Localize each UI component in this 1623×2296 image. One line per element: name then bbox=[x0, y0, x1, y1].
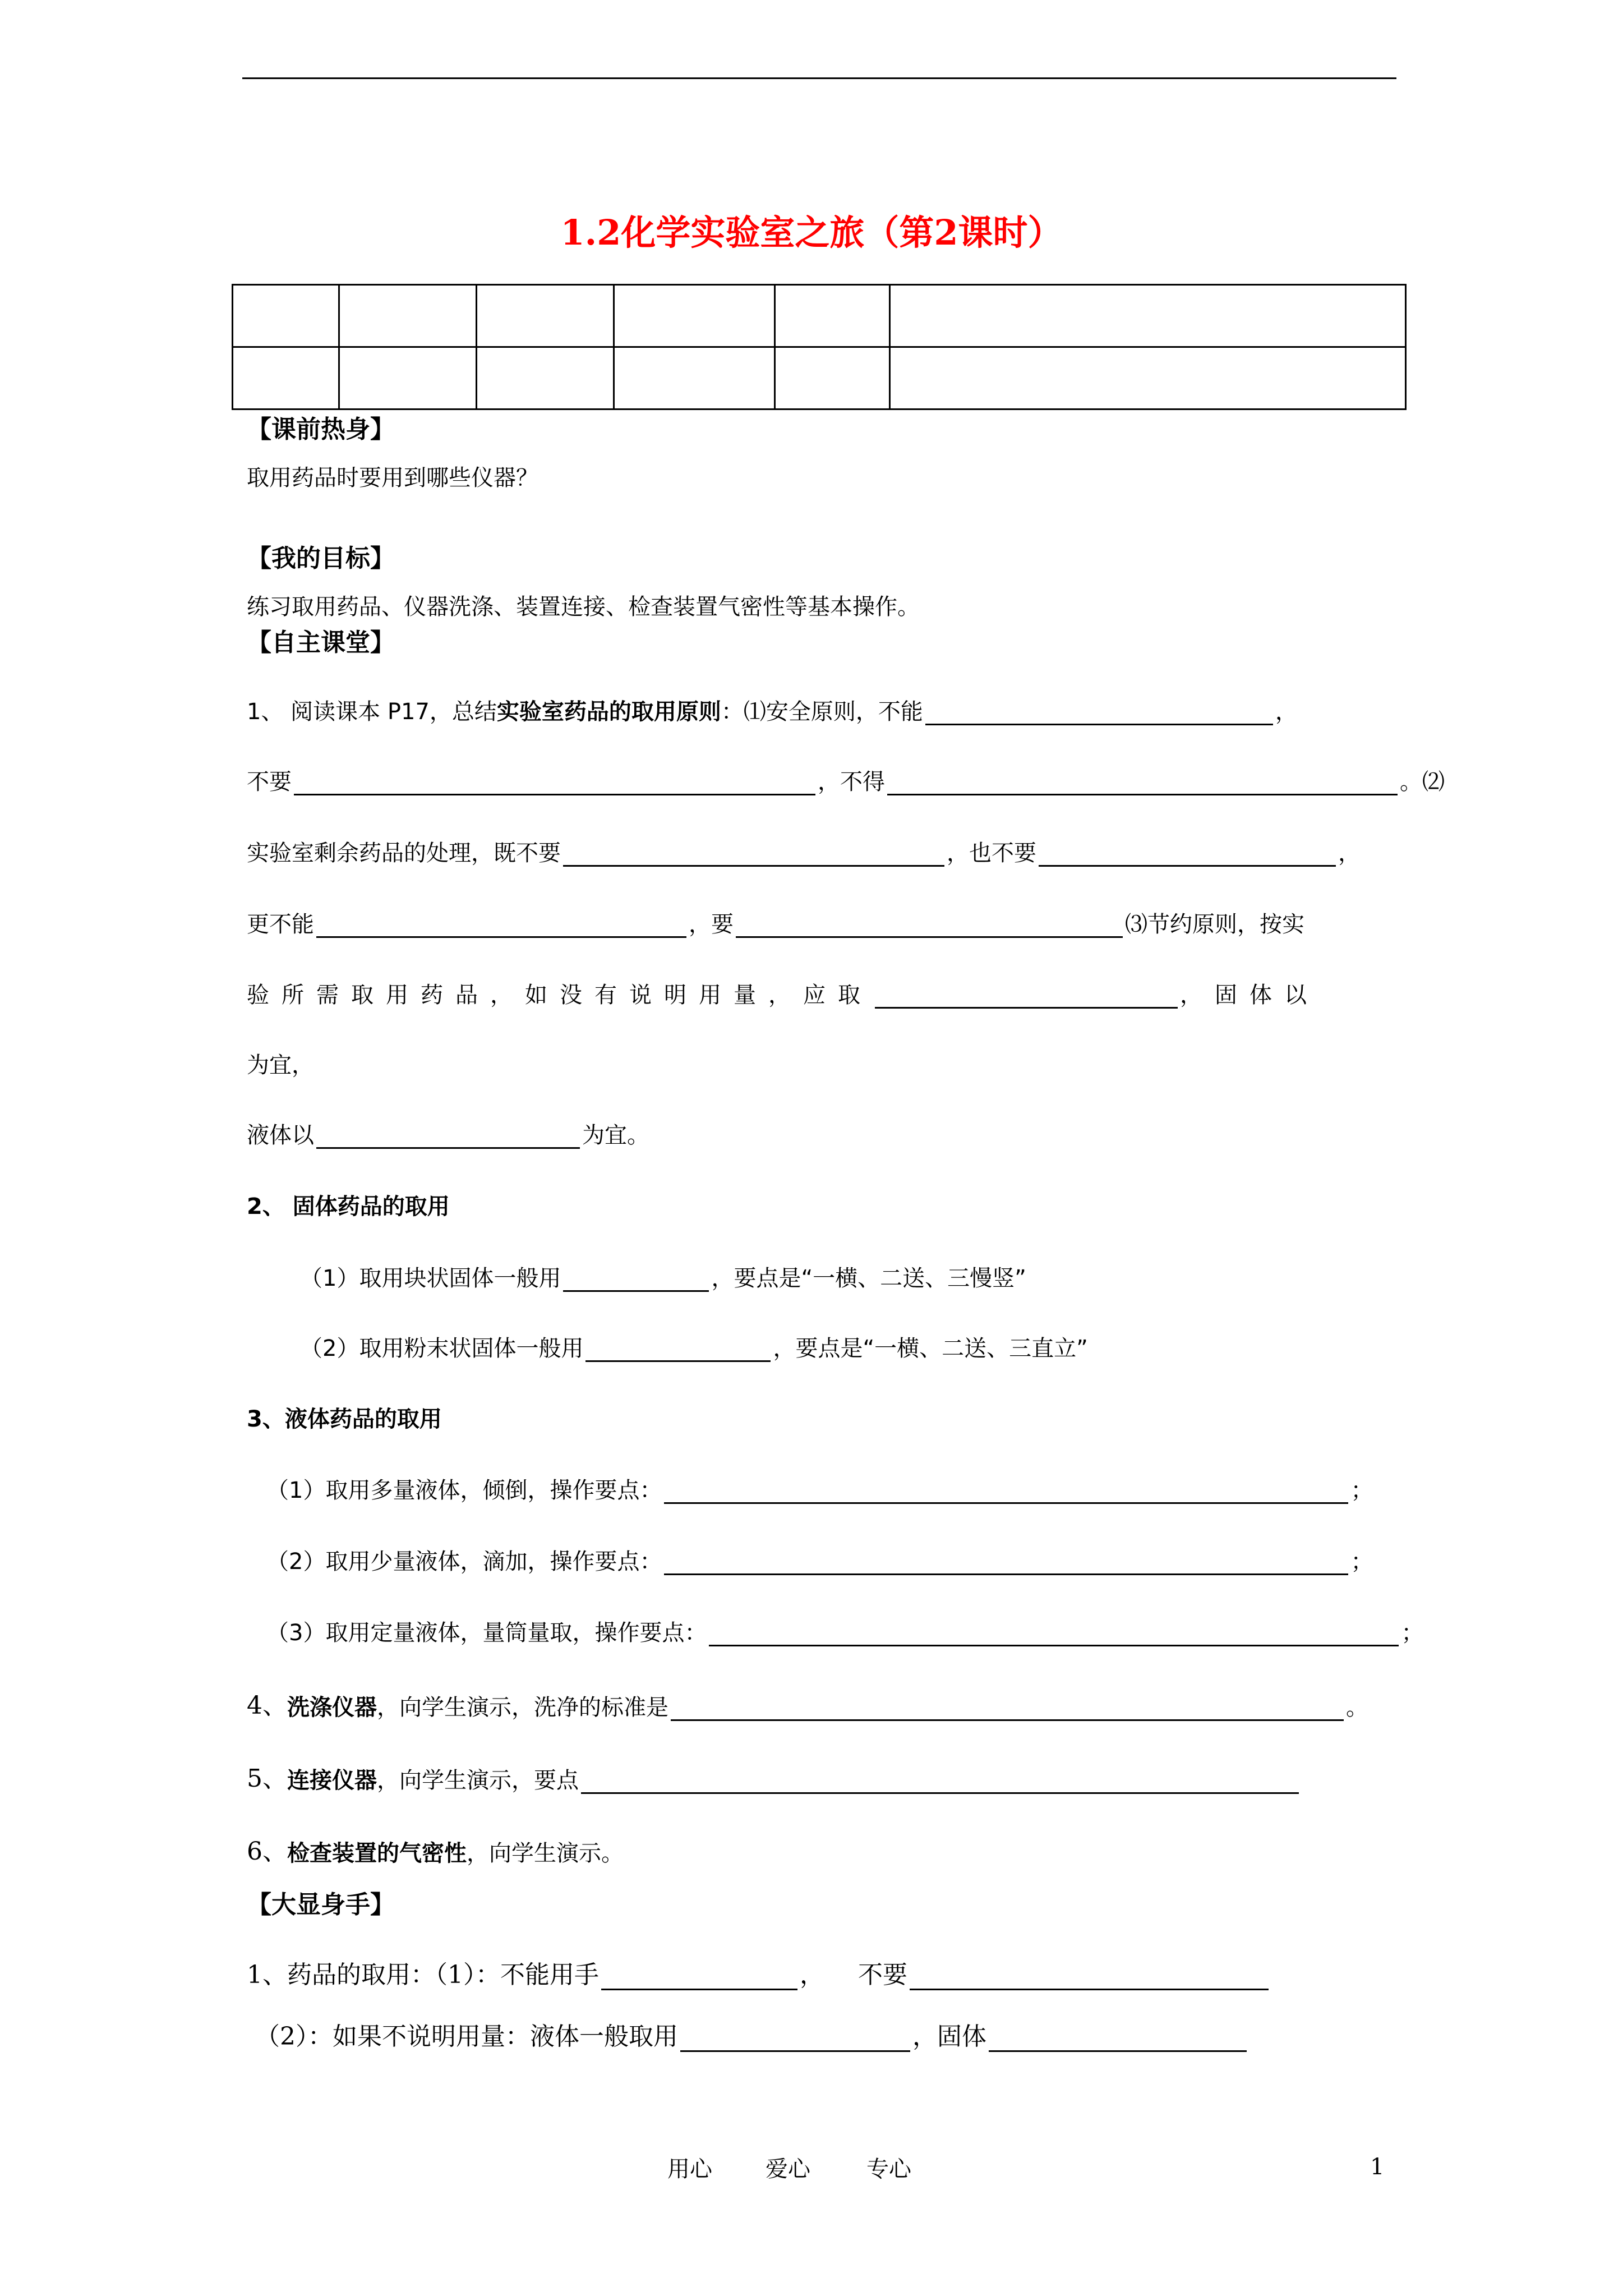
table-cell[interactable] bbox=[614, 285, 775, 347]
q1-line4-c: ⑶节约原则，按实 bbox=[1125, 912, 1304, 937]
q4-text: ，向学生演示，洗净的标准是 bbox=[377, 1694, 668, 1720]
table-cell[interactable] bbox=[233, 347, 339, 409]
q1-line-5 bbox=[247, 982, 1319, 1009]
q1-line7-a: 液体以 bbox=[247, 1122, 314, 1148]
table-cell[interactable] bbox=[339, 347, 477, 409]
q1-colon: ：⑴安全原则，不能 bbox=[721, 699, 923, 725]
q3-heading bbox=[247, 1406, 442, 1433]
q1-line6: 为宜， bbox=[247, 1052, 314, 1078]
goals-text bbox=[247, 593, 920, 620]
page-title: 1.2化学实验室之旅（第2课时） bbox=[560, 212, 1063, 253]
table-cell[interactable] bbox=[477, 285, 614, 347]
fill-blank[interactable] bbox=[294, 771, 815, 795]
goals-text-content: 练习取用药品、仪器洗涤、装置连接、检查装置气密性等基本操作。 bbox=[247, 594, 920, 620]
q5-num: 5、 bbox=[247, 1764, 287, 1793]
q1-line-7 bbox=[247, 1122, 649, 1149]
fill-blank[interactable] bbox=[585, 1338, 771, 1362]
table-cell[interactable] bbox=[339, 285, 477, 347]
q3-item1-text: （1）取用多量液体，倾倒，操作要点： bbox=[266, 1478, 662, 1503]
practice-line-2 bbox=[255, 2022, 1249, 2052]
q1-line3-c: ， bbox=[1338, 840, 1361, 866]
fill-blank[interactable] bbox=[563, 1268, 709, 1292]
table-cell[interactable] bbox=[890, 285, 1406, 347]
q1-line2-c: 。⑵ bbox=[1400, 769, 1445, 795]
q2-item1-b: ，要点是“一横、二送、三慢竖” bbox=[711, 1266, 1026, 1291]
q5-text: ，向学生演示，要点 bbox=[377, 1767, 579, 1793]
table-cell[interactable] bbox=[775, 347, 890, 409]
q2-heading-text: 2、 固体药品的取用 bbox=[247, 1194, 450, 1220]
fill-blank[interactable] bbox=[1039, 843, 1336, 867]
q4-line bbox=[247, 1691, 1368, 1721]
table-cell[interactable] bbox=[614, 347, 775, 409]
practice-line2-b: ，固体 bbox=[912, 2022, 986, 2051]
warmup-heading: 【课前热身】 bbox=[247, 415, 395, 444]
q6-bold: 检查装置的气密性 bbox=[287, 1840, 467, 1866]
q2-item2-a: （2）取用粉末状固体一般用 bbox=[300, 1336, 584, 1361]
warmup-question bbox=[247, 464, 538, 491]
q6-text: ，向学生演示。 bbox=[467, 1840, 624, 1866]
info-table bbox=[232, 284, 1407, 410]
table-cell[interactable] bbox=[233, 285, 339, 347]
q1-comma: ， bbox=[1275, 699, 1298, 725]
q1-bold: 实验室药品的取用原则 bbox=[496, 699, 721, 725]
q1-line2-b: ，不得 bbox=[818, 769, 885, 795]
q1-line-6 bbox=[247, 1052, 314, 1079]
page-number: 1 bbox=[1370, 2154, 1385, 2180]
fill-blank[interactable] bbox=[581, 1770, 1299, 1794]
q2-item2-b: ，要点是“一横、二送、三直立” bbox=[773, 1336, 1088, 1361]
footer-motto-3: 专心 bbox=[866, 2156, 911, 2182]
fill-blank[interactable] bbox=[671, 1697, 1344, 1721]
practice-line1-c: 不要 bbox=[858, 1961, 907, 1989]
q3-item3-text: （3）取用定量液体，量筒量取，操作要点： bbox=[266, 1620, 707, 1646]
q5-line bbox=[247, 1764, 1301, 1794]
q4-end: 。 bbox=[1346, 1694, 1368, 1720]
q1-line5-b: ，固体以 bbox=[1180, 982, 1319, 1008]
q2-heading bbox=[247, 1193, 450, 1220]
fill-blank[interactable] bbox=[736, 914, 1123, 938]
fill-blank[interactable] bbox=[316, 1125, 580, 1149]
practice-line1-a: 1、药品的取用：（1）：不能用手 bbox=[247, 1961, 599, 1989]
q1-line2-a: 不要 bbox=[247, 769, 292, 795]
practice-line-1 bbox=[247, 1961, 1271, 1990]
q3-item2-text: （2）取用少量液体，滴加，操作要点： bbox=[266, 1549, 662, 1575]
q1-prefix: 1、 阅读课本 P17，总结 bbox=[247, 699, 497, 725]
fill-blank[interactable] bbox=[680, 2028, 910, 2052]
fill-blank[interactable] bbox=[925, 701, 1273, 725]
q3-heading-text: 3、液体药品的取用 bbox=[247, 1406, 442, 1432]
q1-line5-a: 验所需取用药品，如没有说明用量，应取 bbox=[247, 982, 873, 1008]
goals-heading: 【我的目标】 bbox=[247, 544, 395, 573]
q3-semicolon: ； bbox=[1350, 1478, 1373, 1503]
q3-item-2 bbox=[266, 1548, 1373, 1575]
q1-line4-a: 更不能 bbox=[247, 912, 314, 937]
q4-num: 4、 bbox=[247, 1691, 287, 1720]
fill-blank[interactable] bbox=[709, 1622, 1399, 1646]
warmup-question-text: 取用药品时要用到哪些仪器？ bbox=[247, 465, 538, 491]
q2-item-1 bbox=[300, 1265, 1026, 1292]
footer-motto-1: 用心 bbox=[667, 2156, 712, 2182]
fill-blank[interactable] bbox=[887, 771, 1398, 795]
q5-bold: 连接仪器 bbox=[287, 1767, 377, 1793]
table-cell[interactable] bbox=[890, 347, 1406, 409]
q4-bold: 洗涤仪器 bbox=[287, 1694, 377, 1720]
fill-blank[interactable] bbox=[989, 2028, 1247, 2052]
header-rule bbox=[242, 77, 1396, 79]
q3-semicolon: ； bbox=[1401, 1620, 1424, 1646]
q1-line-1 bbox=[247, 698, 1298, 725]
q3-semicolon: ； bbox=[1350, 1549, 1373, 1575]
q1-line-3 bbox=[247, 840, 1361, 867]
footer-motto-2: 爱心 bbox=[766, 2156, 810, 2182]
q1-line3-b: ，也不要 bbox=[947, 840, 1036, 866]
fill-blank[interactable] bbox=[664, 1480, 1348, 1504]
fill-blank[interactable] bbox=[875, 984, 1178, 1009]
q1-line3-a: 实验室剩余药品的处理，既不要 bbox=[247, 840, 561, 866]
q1-line-4 bbox=[247, 911, 1304, 938]
table-cell[interactable] bbox=[775, 285, 890, 347]
q1-line7-b: 为宜。 bbox=[582, 1122, 649, 1148]
q1-line-2 bbox=[247, 769, 1445, 795]
practice-line1-b: ， bbox=[800, 1961, 824, 1989]
fill-blank[interactable] bbox=[910, 1966, 1269, 1990]
q2-item-2 bbox=[300, 1335, 1088, 1362]
q2-item1-a: （1）取用块状固体一般用 bbox=[300, 1266, 561, 1291]
q3-item-1 bbox=[266, 1477, 1373, 1504]
fill-blank[interactable] bbox=[563, 843, 944, 867]
practice-heading: 【大显身手】 bbox=[247, 1890, 395, 1919]
table-cell[interactable] bbox=[477, 347, 614, 409]
practice-line2-a: （2）：如果不说明用量：液体一般取用 bbox=[255, 2022, 678, 2051]
class-heading: 【自主课堂】 bbox=[247, 628, 395, 657]
fill-blank[interactable] bbox=[601, 1966, 797, 1990]
q6-line bbox=[247, 1837, 624, 1867]
q6-num: 6、 bbox=[247, 1837, 287, 1866]
fill-blank[interactable] bbox=[316, 914, 686, 938]
fill-blank[interactable] bbox=[664, 1551, 1348, 1575]
q1-line4-b: ，要 bbox=[689, 912, 734, 937]
q3-item-3 bbox=[266, 1619, 1423, 1646]
